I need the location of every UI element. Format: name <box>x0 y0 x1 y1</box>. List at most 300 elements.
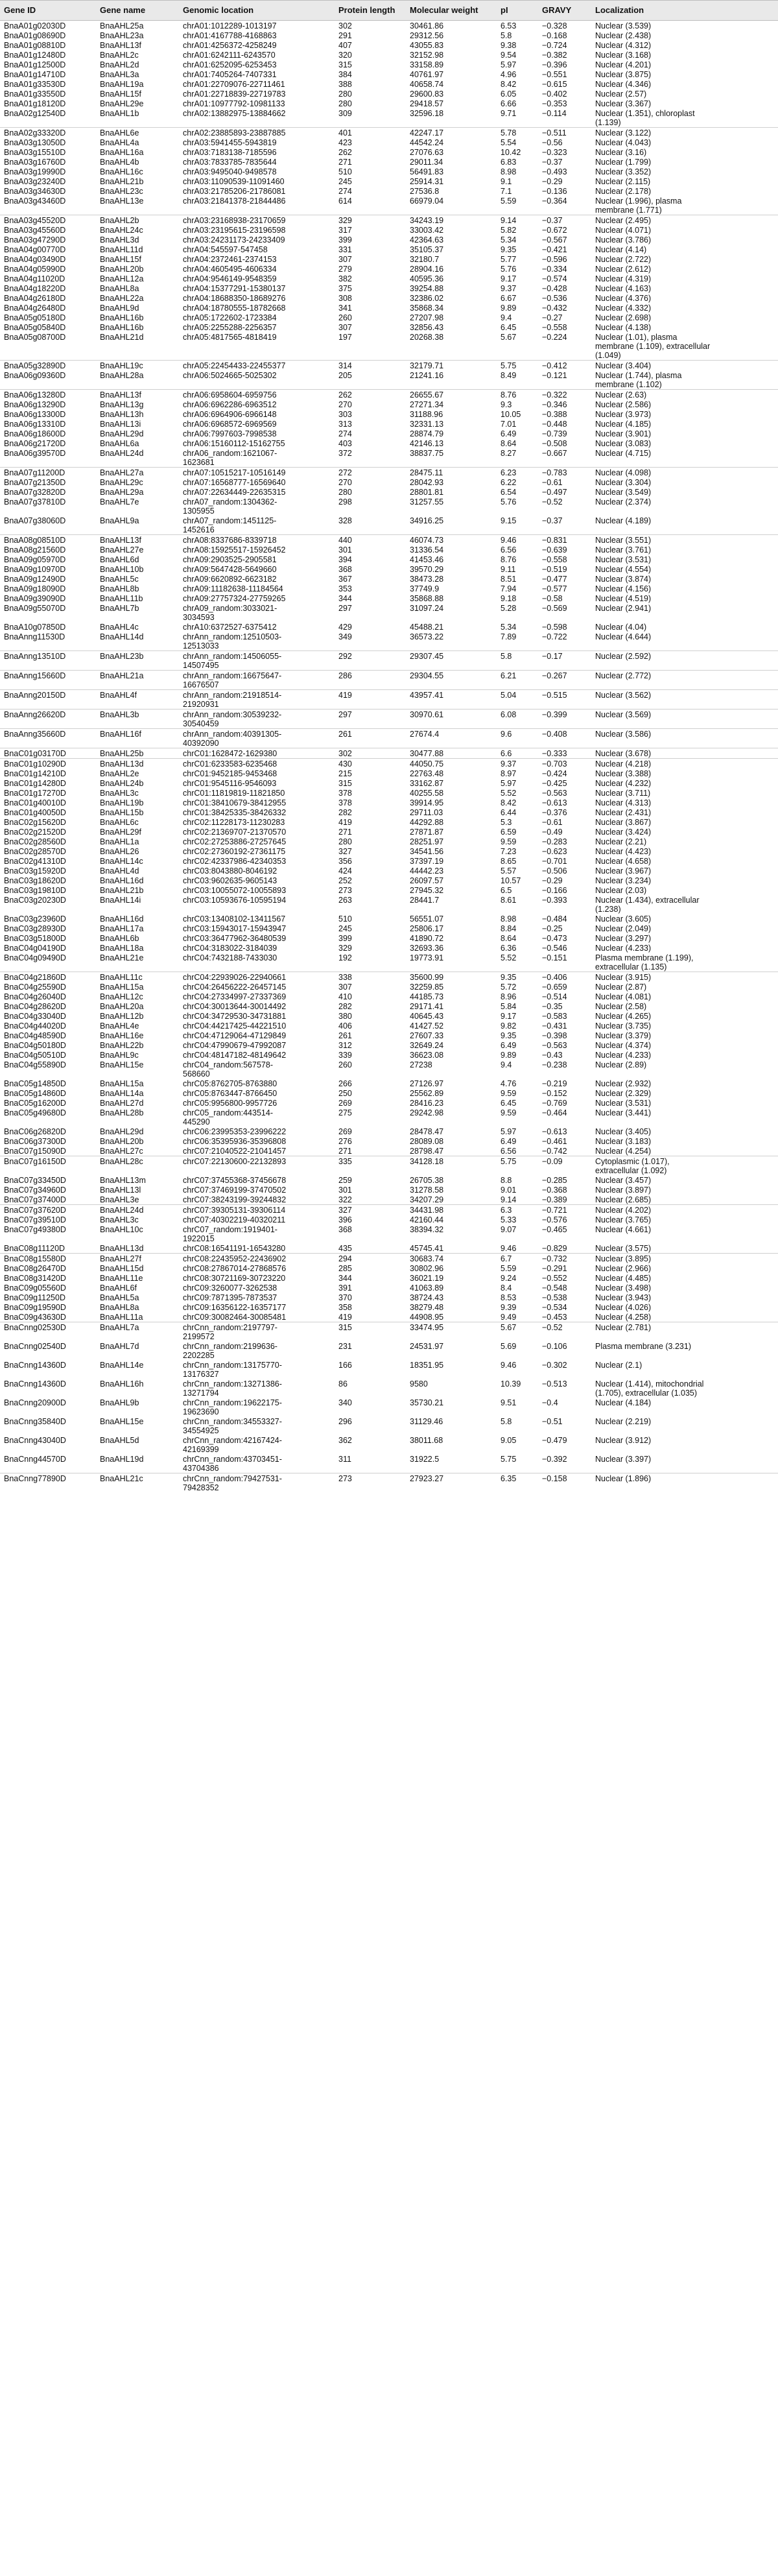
cell-pi: 5.34 <box>501 235 517 244</box>
cell-molecular-weight: 25562.89 <box>410 1089 444 1098</box>
cell-gene-id: BnaC07g34960D <box>4 1186 66 1195</box>
cell-pi: 9.4 <box>501 313 512 322</box>
cell-gene-name: BnaAHL13f <box>100 41 141 50</box>
cell-gravy: −0.448 <box>542 420 567 429</box>
cell-protein-length: 280 <box>338 89 352 99</box>
header-gravy: GRAVY <box>538 1 591 21</box>
cell-localization: Nuclear (1.799) <box>595 158 652 167</box>
table-row <box>0 856 778 866</box>
cell-protein-length: 375 <box>338 284 352 293</box>
cell-pi: 5.75 <box>497 361 538 371</box>
table-row <box>0 1011 778 1021</box>
cell-genomic-location: chrA07:16568777-16569640 <box>183 478 286 487</box>
table-row <box>0 555 778 564</box>
cell-localization: Nuclear (2.115) <box>595 177 651 186</box>
cell-genomic-location: chrA06:7997603-7998538 <box>183 429 277 438</box>
cell-localization: Nuclear (1.01), plasma membrane (1.109), extracellular (1.049) <box>595 333 711 360</box>
cell-gravy: −0.421 <box>542 245 567 254</box>
cell-genomic-location: chrAnn_random:40391305- 40392090 <box>179 729 335 748</box>
table-row <box>0 972 778 983</box>
cell-protein-length: 231 <box>338 1342 352 1351</box>
cell-molecular-weight: 36021.19 <box>410 1274 444 1283</box>
cell-genomic-location: chrA01:22709076-22711461 <box>183 80 285 89</box>
cell-gravy: −0.613 <box>542 1127 567 1136</box>
cell-gravy: −0.37 <box>538 215 591 226</box>
table-row <box>0 99 778 108</box>
table-row <box>0 1031 778 1040</box>
cell-localization: Nuclear (4.319) <box>595 274 652 283</box>
cell-gene-name: BnaAHL3b <box>96 710 179 729</box>
cell-gene-name: BnaAHL13e <box>100 197 144 206</box>
cell-genomic-location: chrA09:11182638-11184564 <box>183 584 283 593</box>
table-row <box>0 264 778 274</box>
cell-gene-name: BnaAHL11c <box>96 972 179 983</box>
cell-gene-id: BnaA07g38060D <box>4 516 66 525</box>
cell-pi: 6.83 <box>501 158 517 167</box>
cell-gene-id: BnaA01g18120D <box>4 99 66 108</box>
cell-genomic-location: chrC06:23995353-23996222 <box>183 1127 287 1136</box>
header-gene-name: Gene name <box>96 1 179 21</box>
cell-gene-id: BnaC07g39510D <box>4 1215 66 1224</box>
cell-gravy: −0.829 <box>542 1244 567 1253</box>
cell-genomic-location: chrA06:6958604-6959756 <box>179 390 335 400</box>
cell-protein-length: 435 <box>338 1244 352 1253</box>
cell-molecular-weight: 33162.87 <box>410 779 444 788</box>
cell-protein-length: 302 <box>335 748 406 759</box>
table-row <box>0 1127 778 1136</box>
cell-localization: Nuclear (2.89) <box>595 1060 647 1069</box>
cell-genomic-location: chrA06:15160112-15162755 <box>183 439 285 448</box>
cell-gene-id: BnaA05g32890D <box>0 361 96 371</box>
cell-pi: 5.8 <box>501 1417 512 1426</box>
cell-gene-id: BnaCnng43040D <box>4 1436 66 1445</box>
cell-genomic-location: chrA09:5647428-5649660 <box>183 565 277 574</box>
cell-protein-length: 301 <box>338 1186 352 1195</box>
cell-gene-name: BnaAHL6e <box>96 128 179 138</box>
cell-gene-name: BnaAHL2d <box>100 60 139 69</box>
cell-gene-id: BnaCnng77890D <box>0 1473 96 1493</box>
table-row <box>0 564 778 574</box>
cell-gene-name: BnaAHL3e <box>100 1195 139 1204</box>
cell-gravy: −0.49 <box>542 828 563 837</box>
cell-genomic-location: chrC04:34729530-34731881 <box>183 1012 287 1021</box>
cell-gene-name: BnaAHL13g <box>100 400 144 409</box>
cell-gravy: −0.465 <box>542 1225 567 1234</box>
cell-localization: Nuclear (1.996), plasma membrane (1.771) <box>595 197 682 215</box>
table-row <box>0 545 778 555</box>
cell-genomic-location: chrA08:8337686-8339718 <box>179 535 335 545</box>
cell-genomic-location: chrC04:30013644-30014492 <box>183 1002 287 1011</box>
cell-pi: 7.89 <box>501 632 517 641</box>
cell-genomic-location: chrCnn_random:2199636- 2202285 <box>183 1342 277 1360</box>
table-row <box>0 303 778 313</box>
cell-gene-id: BnaC07g15090D <box>4 1147 66 1156</box>
cell-gene-name: BnaAHL16d <box>100 876 144 885</box>
table-row <box>0 108 778 128</box>
table-row <box>0 477 778 487</box>
cell-gene-id: BnaC01g10290D <box>0 759 96 769</box>
cell-localization: Nuclear (4.312) <box>595 41 652 50</box>
table-row <box>0 1040 778 1050</box>
table-row <box>0 60 778 69</box>
cell-pi: 9.89 <box>501 304 517 313</box>
cell-protein-length: 419 <box>335 690 406 710</box>
cell-gene-name: BnaAHL3c <box>100 789 139 798</box>
cell-molecular-weight: 27238 <box>410 1060 432 1069</box>
cell-localization: Nuclear (2.57) <box>595 89 647 99</box>
cell-gravy: −0.703 <box>538 759 591 769</box>
cell-protein-length: 338 <box>335 972 406 983</box>
cell-pi: 6.49 <box>501 1137 517 1146</box>
cell-pi: 9.59 <box>501 1089 517 1098</box>
cell-gene-id: BnaC07g37620D <box>0 1205 96 1215</box>
cell-gravy: −0.322 <box>538 390 591 400</box>
table-row <box>0 632 778 651</box>
cell-pi: 6.08 <box>497 710 538 729</box>
cell-localization: Nuclear (3.122) <box>591 128 778 138</box>
cell-molecular-weight: 42160.44 <box>410 1215 444 1224</box>
cell-gene-name: BnaAHL15e <box>100 1060 144 1069</box>
cell-protein-length: 166 <box>338 1361 352 1370</box>
cell-protein-length: 407 <box>338 41 352 50</box>
cell-genomic-location: chrC07:37455368-37456678 <box>183 1176 287 1185</box>
cell-genomic-location: chrC07:37469199-37470502 <box>183 1186 287 1195</box>
cell-localization: Nuclear (3.678) <box>591 748 778 759</box>
cell-molecular-weight: 66979.04 <box>410 197 444 206</box>
cell-genomic-location: chrA06:5024665-5025302 <box>183 371 277 380</box>
cell-protein-length: 261 <box>338 1031 352 1040</box>
cell-gene-id: BnaC04g04190D <box>4 944 66 953</box>
cell-gene-name: BnaAHL26 <box>100 847 139 856</box>
cell-protein-length: 440 <box>335 535 406 545</box>
cell-gravy: −0.29 <box>542 876 563 885</box>
cell-pi: 5.75 <box>501 1455 517 1464</box>
cell-molecular-weight: 27871.87 <box>410 828 444 837</box>
cell-molecular-weight: 34916.25 <box>410 516 444 525</box>
cell-gene-name: BnaAHL1b <box>100 109 139 118</box>
cell-gene-name: BnaAHL13d <box>96 759 179 769</box>
cell-gene-name: BnaAHL24c <box>100 226 143 235</box>
cell-gene-name: BnaAHL5a <box>100 1293 139 1302</box>
cell-gene-name: BnaAHL22a <box>100 294 144 303</box>
table-row <box>0 1379 778 1398</box>
cell-pi: 9.59 <box>501 837 517 846</box>
cell-molecular-weight: 27923.27 <box>406 1473 497 1493</box>
cell-localization: Nuclear (2.58) <box>595 1002 647 1011</box>
cell-gene-id: BnaC01g17270D <box>4 789 66 798</box>
cell-localization: Nuclear (2.781) <box>591 1322 778 1342</box>
cell-gene-name: BnaAHL10b <box>100 565 144 574</box>
cell-molecular-weight: 31097.24 <box>410 604 444 613</box>
cell-gene-id: BnaA10g07850D <box>4 623 66 632</box>
cell-pi: 6.6 <box>497 748 538 759</box>
cell-localization: Nuclear (3.875) <box>595 70 652 79</box>
table-row <box>0 332 778 361</box>
cell-pi: 9.11 <box>501 565 516 574</box>
cell-protein-length: 285 <box>338 1264 352 1273</box>
cell-genomic-location: chrC09:16356122-16357177 <box>183 1303 287 1312</box>
cell-protein-length: 250 <box>338 1089 352 1098</box>
cell-gene-id: BnaC01g14210D <box>4 769 66 778</box>
cell-gene-id: BnaA05g05840D <box>4 323 66 332</box>
cell-pi: 9.89 <box>501 1051 517 1060</box>
cell-gravy: −0.613 <box>542 798 567 807</box>
table-row <box>0 186 778 196</box>
cell-genomic-location: chrAnn_random:21918514- 21920931 <box>179 690 335 710</box>
cell-genomic-location: chrA03:7833785-7835644 <box>183 158 277 167</box>
cell-gene-name: BnaAHL15f <box>100 89 141 99</box>
cell-pi: 9.35 <box>501 1031 517 1040</box>
cell-genomic-location: chrA07:22634449-22635315 <box>183 488 286 497</box>
cell-pi: 6.67 <box>501 294 517 303</box>
cell-molecular-weight: 29171.41 <box>410 1002 444 1011</box>
cell-molecular-weight: 30802.96 <box>410 1264 444 1273</box>
cell-gravy: −0.431 <box>542 1021 567 1031</box>
cell-gravy: −0.569 <box>542 604 567 613</box>
cell-localization: Nuclear (3.605) <box>595 914 652 924</box>
cell-localization: Nuclear (3.901) <box>595 429 652 438</box>
cell-pi: 9.71 <box>501 109 517 118</box>
cell-gene-name: BnaAHL27e <box>100 545 144 555</box>
cell-molecular-weight: 9580 <box>410 1379 428 1389</box>
cell-gravy: −0.376 <box>542 808 567 817</box>
cell-gene-name: BnaAHL19c <box>96 361 179 371</box>
cell-pi: 9.4 <box>501 1060 512 1069</box>
cell-gene-name: BnaAHL25b <box>96 748 179 759</box>
cell-gene-id: BnaA04g26480D <box>4 304 66 313</box>
table-row <box>0 1098 778 1108</box>
cell-gene-name: BnaAHL20b <box>100 265 144 274</box>
cell-gravy: −0.831 <box>538 535 591 545</box>
cell-protein-length: 205 <box>338 371 352 380</box>
cell-molecular-weight: 35868.34 <box>410 304 444 313</box>
cell-gravy: −0.464 <box>542 1108 567 1117</box>
table-row <box>0 21 778 31</box>
cell-gravy: −0.552 <box>542 1274 567 1283</box>
cell-molecular-weight: 26655.67 <box>406 390 497 400</box>
cell-genomic-location: chrA03:7183138-7185596 <box>183 148 277 157</box>
cell-localization: Nuclear (4.232) <box>595 779 652 788</box>
cell-pi: 5.34 <box>501 623 517 632</box>
cell-gravy: −0.37 <box>542 516 563 525</box>
cell-molecular-weight: 29418.57 <box>410 99 444 108</box>
cell-gene-name: BnaAHL15f <box>100 255 141 264</box>
cell-protein-length: 271 <box>338 1147 352 1156</box>
cell-gene-id: BnaC06g37300D <box>4 1137 66 1146</box>
cell-gravy: −0.291 <box>542 1264 567 1273</box>
cell-gene-name: BnaAHL28c <box>96 1156 179 1176</box>
cell-gravy: −0.166 <box>542 886 567 895</box>
cell-molecular-weight: 20268.38 <box>410 333 444 342</box>
cell-protein-length: 394 <box>338 555 352 564</box>
cell-molecular-weight: 44185.73 <box>410 992 444 1001</box>
cell-gene-name: BnaAHL9b <box>100 1398 139 1407</box>
cell-gene-id: BnaC04g26040D <box>4 992 66 1001</box>
cell-gravy: −0.388 <box>542 410 567 419</box>
cell-pi: 9.3 <box>501 400 512 409</box>
cell-pi: 6.59 <box>501 828 517 837</box>
cell-molecular-weight: 29011.34 <box>410 158 443 167</box>
cell-gene-id: BnaCnng35840D <box>4 1417 66 1426</box>
cell-molecular-weight: 28798.47 <box>410 1147 444 1156</box>
cell-protein-length: 272 <box>335 468 406 478</box>
cell-protein-length: 261 <box>335 729 406 748</box>
cell-localization: Nuclear (2.592) <box>591 651 778 671</box>
cell-gene-id: BnaA07g37810D <box>4 497 66 507</box>
cell-pi: 8.65 <box>501 857 517 866</box>
cell-genomic-location: chrA03:24231173-24233409 <box>183 235 285 244</box>
cell-gene-name: BnaAHL28a <box>100 371 144 380</box>
cell-localization: Nuclear (4.254) <box>595 1147 652 1156</box>
cell-localization: Nuclear (3.297) <box>595 934 652 943</box>
cell-pi: 5.97 <box>501 60 517 69</box>
table-row <box>0 807 778 817</box>
cell-protein-length: 309 <box>338 109 352 118</box>
cell-genomic-location: chrC09:3260077-3262538 <box>183 1283 277 1293</box>
cell-localization: Nuclear (2.495) <box>591 215 778 226</box>
cell-gene-id: BnaA04g05990D <box>4 265 66 274</box>
cell-gene-name: BnaAHL29d <box>100 429 144 438</box>
cell-protein-length: 273 <box>338 886 352 895</box>
cell-gene-id: BnaC03g23960D <box>4 914 66 924</box>
cell-protein-length: 313 <box>338 420 352 429</box>
cell-pi: 8.53 <box>501 1293 517 1302</box>
cell-molecular-weight: 28874.79 <box>410 429 444 438</box>
cell-gene-id: BnaC03g18620D <box>4 876 66 885</box>
cell-gene-id: BnaA05g08700D <box>4 333 66 342</box>
cell-protein-length: 510 <box>338 167 352 176</box>
table-row <box>0 671 778 690</box>
cell-gravy: −0.52 <box>542 497 563 507</box>
cell-protein-length: 399 <box>338 235 352 244</box>
cell-pi: 6.54 <box>501 488 517 497</box>
header-protein-length: Protein length <box>335 1 406 21</box>
cell-gravy: −0.428 <box>542 284 567 293</box>
cell-pi: 6.5 <box>501 886 512 895</box>
cell-pi: 5.57 <box>501 866 517 876</box>
cell-genomic-location: chrA04:2372461-2374153 <box>183 255 277 264</box>
cell-gene-id: BnaC04g50180D <box>4 1041 66 1050</box>
cell-gene-id: BnaC02g15620D <box>4 818 66 827</box>
cell-gene-id: BnaA06g21720D <box>4 439 66 448</box>
cell-molecular-weight: 31336.54 <box>410 545 444 555</box>
cell-genomic-location: chrC01:9452185-9453468 <box>183 769 277 778</box>
cell-molecular-weight: 33003.42 <box>410 226 444 235</box>
cell-gene-id: BnaC01g40050D <box>4 808 66 817</box>
cell-localization: Nuclear (2.178) <box>595 187 652 196</box>
cell-gene-name: BnaAHL4a <box>100 138 139 147</box>
cell-pi: 6.35 <box>497 1473 538 1493</box>
cell-pi: 8.4 <box>501 1283 512 1293</box>
cell-molecular-weight: 28441.7 <box>410 896 440 905</box>
cell-gravy: −0.4 <box>542 1398 558 1407</box>
table-row <box>0 1454 778 1473</box>
cell-localization: Nuclear (4.554) <box>595 565 652 574</box>
cell-protein-length: 340 <box>338 1398 352 1407</box>
cell-genomic-location: chrA01:6252095-6253453 <box>183 60 277 69</box>
cell-molecular-weight: 30477.88 <box>406 748 497 759</box>
table-row <box>0 885 778 895</box>
cell-gravy: −0.513 <box>542 1379 567 1389</box>
cell-localization: Nuclear (3.367) <box>595 99 652 108</box>
cell-molecular-weight: 36573.22 <box>410 632 444 641</box>
cell-genomic-location: chrCnn_random:42167424- 42169399 <box>183 1436 282 1454</box>
cell-localization: Nuclear (4.185) <box>595 420 652 429</box>
cell-localization: Nuclear (4.04) <box>595 623 647 632</box>
table-row <box>0 1050 778 1060</box>
cell-localization: Nuclear (3.549) <box>595 488 652 497</box>
table-row <box>0 914 778 924</box>
cell-pi: 9.01 <box>501 1186 517 1195</box>
cell-gravy: −0.511 <box>538 128 591 138</box>
cell-pi: 8.98 <box>501 914 517 924</box>
cell-gravy: −0.285 <box>542 1176 567 1185</box>
cell-protein-length: 262 <box>338 148 352 157</box>
cell-gene-name: BnaAHL5c <box>100 575 139 584</box>
cell-pi: 5.77 <box>501 255 517 264</box>
cell-gene-name: BnaAHL1a <box>100 837 139 846</box>
cell-localization: Nuclear (3.973) <box>595 410 652 419</box>
cell-protein-length: 380 <box>338 1012 352 1021</box>
cell-molecular-weight: 27126.97 <box>410 1079 444 1088</box>
cell-genomic-location: chrC04:44217425-44221510 <box>183 1021 287 1031</box>
cell-localization: Nuclear (3.539) <box>595 21 652 30</box>
cell-pi: 5.76 <box>501 265 517 274</box>
cell-molecular-weight: 32179.71 <box>406 361 497 371</box>
header-genomic-location: Genomic location <box>179 1 335 21</box>
table-row <box>0 235 778 244</box>
cell-gravy: −0.732 <box>538 1254 591 1264</box>
cell-localization: Nuclear (4.485) <box>595 1274 652 1283</box>
cell-gravy: −0.515 <box>538 690 591 710</box>
cell-gene-id: BnaA03g45560D <box>4 226 66 235</box>
cell-pi: 8.96 <box>501 992 517 1001</box>
cell-gravy: −0.392 <box>542 1455 567 1464</box>
table-row <box>0 924 778 933</box>
cell-gene-id: BnaC05g14860D <box>4 1089 66 1098</box>
cell-gravy: −0.152 <box>542 1089 567 1098</box>
cell-gene-name: BnaAHL27f <box>96 1254 179 1264</box>
cell-localization: Nuclear (4.098) <box>591 468 778 478</box>
cell-pi: 9.14 <box>497 215 538 226</box>
table-row <box>0 876 778 885</box>
table-row <box>0 535 778 545</box>
table-row <box>0 1312 778 1322</box>
cell-gene-id: BnaAnng13510D <box>0 651 96 671</box>
cell-genomic-location: chrA03:11090539-11091460 <box>183 177 285 186</box>
table-row <box>0 79 778 89</box>
cell-localization: Nuclear (4.189) <box>595 516 652 525</box>
cell-molecular-weight: 34207.29 <box>410 1195 444 1204</box>
cell-genomic-location: chrAnn_random:30539232- 30540459 <box>179 710 335 729</box>
cell-genomic-location: chrA04:18688350-18689276 <box>183 294 286 303</box>
cell-gene-name: BnaAHL4f <box>96 690 179 710</box>
cell-genomic-location: chrA05:2255288-2256357 <box>183 323 277 332</box>
cell-protein-length: 378 <box>338 798 352 807</box>
cell-genomic-location: chrA10:6372527-6375412 <box>183 623 277 632</box>
cell-genomic-location: chrAnn_random:14506055- 14507495 <box>179 651 335 671</box>
cell-gene-id: BnaA03g47290D <box>4 235 66 244</box>
cell-pi: 9.82 <box>501 1021 517 1031</box>
cell-genomic-location: chrC07:40302219-40320211 <box>183 1215 286 1224</box>
cell-genomic-location: chrC04:26456222-26457145 <box>183 983 287 992</box>
cell-protein-length: 406 <box>338 1021 352 1031</box>
cell-gene-id: BnaC03g20230D <box>4 896 66 905</box>
cell-genomic-location: chrA06:6962286-6963512 <box>183 400 277 409</box>
cell-pi: 9.35 <box>501 245 517 254</box>
cell-gravy: −0.61 <box>542 818 563 827</box>
cell-gravy: −0.563 <box>542 1041 567 1050</box>
